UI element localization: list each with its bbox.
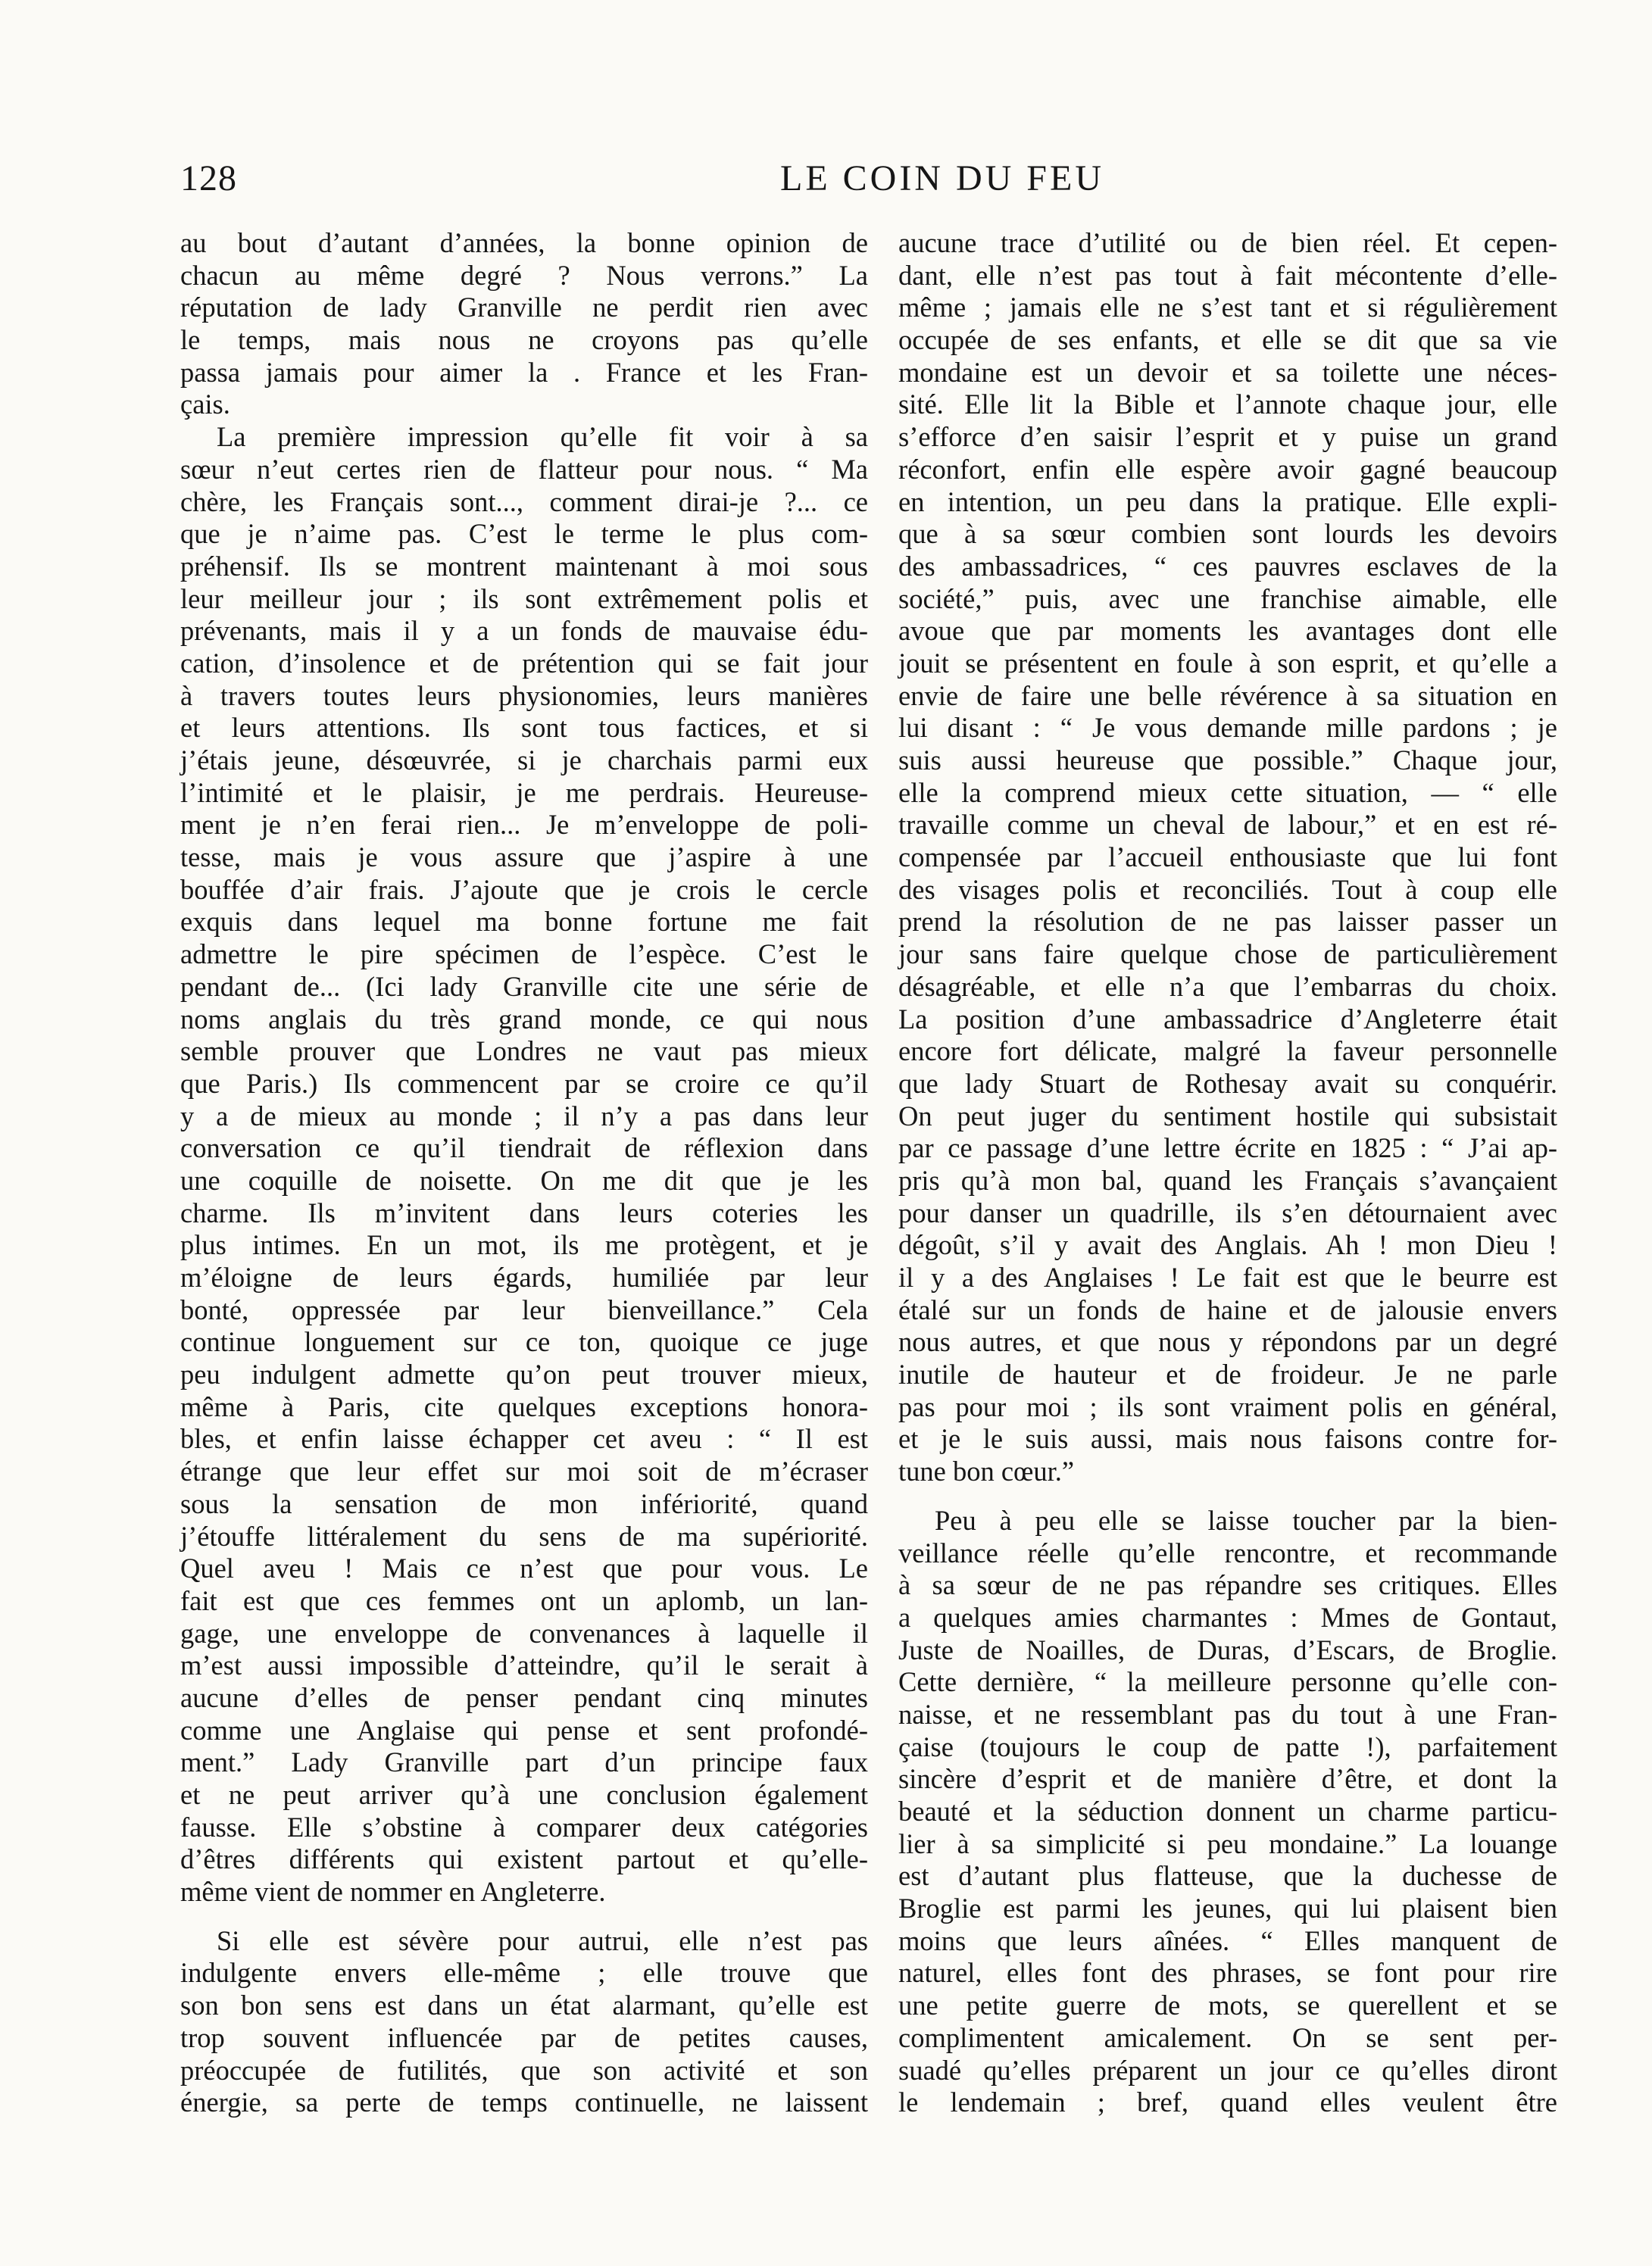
text-line: trop souvent influencée par de petites causes, bbox=[180, 2021, 868, 2053]
text-line: nous autres, et que nous y répondons par un degré bbox=[898, 1326, 1557, 1358]
text-line: conversation ce qu’il tiendrait de réflexion dans bbox=[180, 1132, 868, 1164]
right-column bbox=[898, 227, 1557, 2119]
text-line: moins que leurs aînées. “ Elles manquent de bbox=[898, 1924, 1557, 1956]
text-line: dant, elle n’est pas tout à fait mécontente d’elle- bbox=[898, 259, 1557, 291]
text-line: et je le suis aussi, mais nous faisons contre for- bbox=[898, 1423, 1557, 1455]
text-line: gage, une enveloppe de convenances à laquelle il bbox=[180, 1617, 868, 1649]
running-title: LE COIN DU FEU bbox=[780, 158, 1104, 198]
text-line: et ne peut arriver qu’à une conclusion également bbox=[180, 1779, 868, 1810]
text-line: dégoût, s’il y avait des Anglais. Ah ! mon Dieu ! bbox=[898, 1229, 1557, 1261]
text-line: naturel, elles font des phrases, se font pour rire bbox=[898, 1957, 1557, 1989]
text-line: même à Paris, cite quelques exceptions honora- bbox=[180, 1390, 868, 1422]
text-line: des ambassadrices, “ ces pauvres esclaves de la bbox=[898, 550, 1557, 582]
text-line: même ; jamais elle ne s’est tant et si régulièrement bbox=[898, 292, 1557, 323]
text-line: à travers toutes leurs physionomies, leurs manières bbox=[180, 679, 868, 711]
text-line: en intention, un peu dans la pratique. Elle expli- bbox=[898, 485, 1557, 517]
text-line: étrange que leur effet sur moi soit de m’écraser bbox=[180, 1456, 868, 1487]
text-line: une petite guerre de mots, se querellent et se bbox=[898, 1990, 1557, 2021]
text-line: pas pour moi ; ils sont vraiment polis en général, bbox=[898, 1390, 1557, 1422]
text-line: que lady Stuart de Rothesay avait su conquérir. bbox=[898, 1067, 1557, 1099]
text-line: préoccupée de futilités, que son activité et son bbox=[180, 2054, 868, 2086]
text-line: que à sa sœur combien sont lourds les devoirs bbox=[898, 518, 1557, 550]
text-line: tune bon cœur.” bbox=[898, 1456, 1075, 1487]
text-line: par ce passage d’une lettre écrite en 1825 : “ J’ai ap- bbox=[898, 1132, 1557, 1164]
text-line: fait est que ces femmes ont un aplomb, un lan- bbox=[180, 1584, 868, 1616]
text-line: le temps, mais nous ne croyons pas qu’elle bbox=[180, 324, 868, 356]
text-line: aucune d’elles de penser pendant cinq minutes bbox=[180, 1681, 868, 1713]
text-line: La première impression qu’elle fit voir à sa bbox=[217, 421, 868, 453]
text-line: des visages polis et reconciliés. Tout à coup elle bbox=[898, 873, 1557, 905]
text-line: sité. Elle lit la Bible et l’annote chaque jour, elle bbox=[898, 389, 1557, 420]
text-line: sous la sensation de mon infériorité, quand bbox=[180, 1487, 868, 1519]
text-line: Peu à peu elle se laisse toucher par la bien- bbox=[935, 1504, 1557, 1536]
text-line: Quel aveu ! Mais ce n’est que pour vous. Le bbox=[180, 1553, 868, 1584]
text-line: l’intimité et le plaisir, je me perdrais. Heureuse- bbox=[180, 776, 868, 808]
text-line: réputation de lady Granville ne perdit rien avec bbox=[180, 292, 868, 323]
text-line: fausse. Elle s’obstine à comparer deux catégories bbox=[180, 1811, 868, 1843]
text-line: lier à sa simplicité si peu mondaine.” La louange bbox=[898, 1827, 1557, 1859]
text-line: m’est aussi impossible d’atteindre, qu’il le serait à bbox=[180, 1650, 868, 1681]
text-line: pour danser un quadrille, ils s’en détournaient avec bbox=[898, 1197, 1557, 1228]
text-line: bles, et enfin laisse échapper cet aveu : “ Il est bbox=[180, 1423, 868, 1455]
text-line: continue longuement sur ce ton, quoique ce juge bbox=[180, 1326, 868, 1358]
text-line: même vient de nommer en Angleterre. bbox=[180, 1876, 606, 1908]
text-line: réconfort, enfin elle espère avoir gagné beaucoup bbox=[898, 453, 1557, 485]
text-line: elle la comprend mieux cette situation, — “ elle bbox=[898, 776, 1557, 808]
text-line: il y a des Anglaises ! Le fait est que le beurre est bbox=[898, 1262, 1557, 1293]
text-line: Si elle est sévère pour autrui, elle n’est pas bbox=[217, 1924, 868, 1956]
text-line: pris qu’à mon bal, quand les Français s’avançaient bbox=[898, 1164, 1557, 1196]
text-line: noms anglais du très grand monde, ce qui nous bbox=[180, 1003, 868, 1035]
text-line: m’éloigne de leurs égards, humiliée par leur bbox=[180, 1262, 868, 1293]
text-line: chacun au même degré ? Nous verrons.” La bbox=[180, 259, 868, 291]
text-line: sœur n’eut certes rien de flatteur pour nous. “ Ma bbox=[180, 453, 868, 485]
text-line: j’étouffe littéralement du sens de ma supériorité. bbox=[180, 1520, 868, 1552]
text-line: naisse, et ne ressemblant pas du tout à une Fran- bbox=[898, 1698, 1557, 1730]
text-line: s’efforce d’en saisir l’esprit et y puise un grand bbox=[898, 421, 1557, 453]
text-line: ment je n’en ferai rien... Je m’enveloppe de poli- bbox=[180, 809, 868, 841]
text-line: préhensif. Ils se montrent maintenant à moi sous bbox=[180, 550, 868, 582]
text-line: aucune trace d’utilité ou de bien réel. Et cepen- bbox=[898, 227, 1557, 258]
text-line: jouit se présentent en foule à son esprit, et qu’elle a bbox=[898, 647, 1557, 679]
text-line: beauté et la séduction donnent un charme particu- bbox=[898, 1796, 1557, 1827]
text-line: encore fort délicate, malgré la faveur personnelle bbox=[898, 1035, 1557, 1067]
text-line: jour sans faire quelque chose de particulièrement bbox=[898, 938, 1557, 970]
left-column bbox=[180, 227, 868, 2119]
text-line: pendant de... (Ici lady Granville cite une série de bbox=[180, 970, 868, 1002]
text-line: désagréable, et elle n’a que l’embarras du choix. bbox=[898, 970, 1557, 1002]
text-line: lui disant : “ Je vous demande mille pardons ; je bbox=[898, 712, 1557, 744]
text-line: d’êtres différents qui existent partout et qu’elle- bbox=[180, 1843, 868, 1875]
text-line: le lendemain ; bref, quand elles veulent être bbox=[898, 2087, 1557, 2118]
text-line: indulgente envers elle-même ; elle trouve que bbox=[180, 1957, 868, 1989]
text-line: suis aussi heureuse que possible.” Chaque jour, bbox=[898, 744, 1557, 776]
text-line: à sa sœur de ne pas répandre ses critiques. Elles bbox=[898, 1569, 1557, 1601]
text-line: est d’autant plus flatteuse, que la duchesse de bbox=[898, 1860, 1557, 1892]
text-line: bouffée d’air frais. J’ajoute que je crois le cercle bbox=[180, 873, 868, 905]
text-line: çaise (toujours le coup de patte !), parfaitement bbox=[898, 1731, 1557, 1762]
text-line: passa jamais pour aimer la . France et les Fran- bbox=[180, 356, 868, 388]
text-line: a quelques amies charmantes : Mmes de Gontaut, bbox=[898, 1601, 1557, 1633]
text-line: tesse, mais je vous assure que j’aspire à une bbox=[180, 841, 868, 873]
text-line: peu indulgent admette qu’on peut trouver mieux, bbox=[180, 1359, 868, 1390]
text-line: bonté, oppressée par leur bienveillance.” Cela bbox=[180, 1294, 868, 1325]
text-line: plus intimes. En un mot, ils me protègent, et je bbox=[180, 1229, 868, 1261]
text-line: ment.” Lady Granville part d’un principe faux bbox=[180, 1746, 868, 1778]
text-line: prévenants, mais il y a un fonds de mauvaise édu- bbox=[180, 615, 868, 647]
text-line: comme une Anglaise qui pense et sent profondé- bbox=[180, 1714, 868, 1746]
text-line: suadé qu’elles préparent un jour ce qu’elles diront bbox=[898, 2054, 1557, 2086]
text-line: que je n’aime pas. C’est le terme le plus com- bbox=[180, 518, 868, 550]
text-line: complimentent amicalement. On se sent per- bbox=[898, 2021, 1557, 2053]
text-line: au bout d’autant d’années, la bonne opinion de bbox=[180, 227, 868, 258]
text-line: semble prouver que Londres ne vaut pas mieux bbox=[180, 1035, 868, 1067]
text-line: On peut juger du sentiment hostile qui subsistait bbox=[898, 1100, 1557, 1131]
text-line: travaille comme un cheval de labour,” et en est ré- bbox=[898, 809, 1557, 841]
text-line: Cette dernière, “ la meilleure personne qu’elle con- bbox=[898, 1666, 1557, 1698]
text-line: envie de faire une belle révérence à sa situation en bbox=[898, 679, 1557, 711]
page-number: 128 bbox=[180, 158, 237, 198]
text-line: et leurs attentions. Ils sont tous factices, et si bbox=[180, 712, 868, 744]
text-line: prend la résolution de ne pas laisser passer un bbox=[898, 906, 1557, 938]
text-line: çais. bbox=[180, 389, 230, 420]
text-line: j’étais jeune, désœuvrée, si je charchais parmi eux bbox=[180, 744, 868, 776]
text-line: exquis dans lequel ma bonne fortune me fait bbox=[180, 906, 868, 938]
text-line: La position d’une ambassadrice d’Angleterre était bbox=[898, 1003, 1557, 1035]
text-line: que Paris.) Ils commencent par se croire ce qu’il bbox=[180, 1067, 868, 1099]
text-line: mondaine est un devoir et sa toilette une néces- bbox=[898, 356, 1557, 388]
text-line: inutile de hauteur et de froideur. Je ne parle bbox=[898, 1359, 1557, 1390]
text-line: chère, les Français sont..., comment dirai-je ?... ce bbox=[180, 485, 868, 517]
text-line: y a de mieux au monde ; il n’y a pas dans leur bbox=[180, 1100, 868, 1131]
text-line: avoue que par moments les avantages dont elle bbox=[898, 615, 1557, 647]
text-line: une coquille de noisette. On me dit que je les bbox=[180, 1164, 868, 1196]
text-line: Juste de Noailles, de Duras, d’Escars, de Broglie. bbox=[898, 1634, 1557, 1665]
text-line: veillance réelle qu’elle rencontre, et recommande bbox=[898, 1537, 1557, 1568]
text-line: sincère d’esprit et de manière d’être, et dont la bbox=[898, 1763, 1557, 1795]
text-line: occupée de ses enfants, et elle se dit que sa vie bbox=[898, 324, 1557, 356]
text-line: cation, d’insolence et de prétention qui se fait jour bbox=[180, 647, 868, 679]
text-line: compensée par l’accueil enthousiaste que lui font bbox=[898, 841, 1557, 873]
text-line: leur meilleur jour ; ils sont extrêmement polis et bbox=[180, 582, 868, 614]
text-line: société,” puis, avec une franchise aimable, elle bbox=[898, 582, 1557, 614]
text-line: admettre le pire spécimen de l’espèce. C’est le bbox=[180, 938, 868, 970]
text-line: énergie, sa perte de temps continuelle, ne laissent bbox=[180, 2087, 868, 2118]
text-line: son bon sens est dans un état alarmant, qu’elle est bbox=[180, 1990, 868, 2021]
text-line: étalé sur un fonds de haine et de jalousie envers bbox=[898, 1294, 1557, 1325]
text-line: Broglie est parmi les jeunes, qui lui plaisent bien bbox=[898, 1893, 1557, 1924]
text-line: charme. Ils m’invitent dans leurs coteries les bbox=[180, 1197, 868, 1228]
